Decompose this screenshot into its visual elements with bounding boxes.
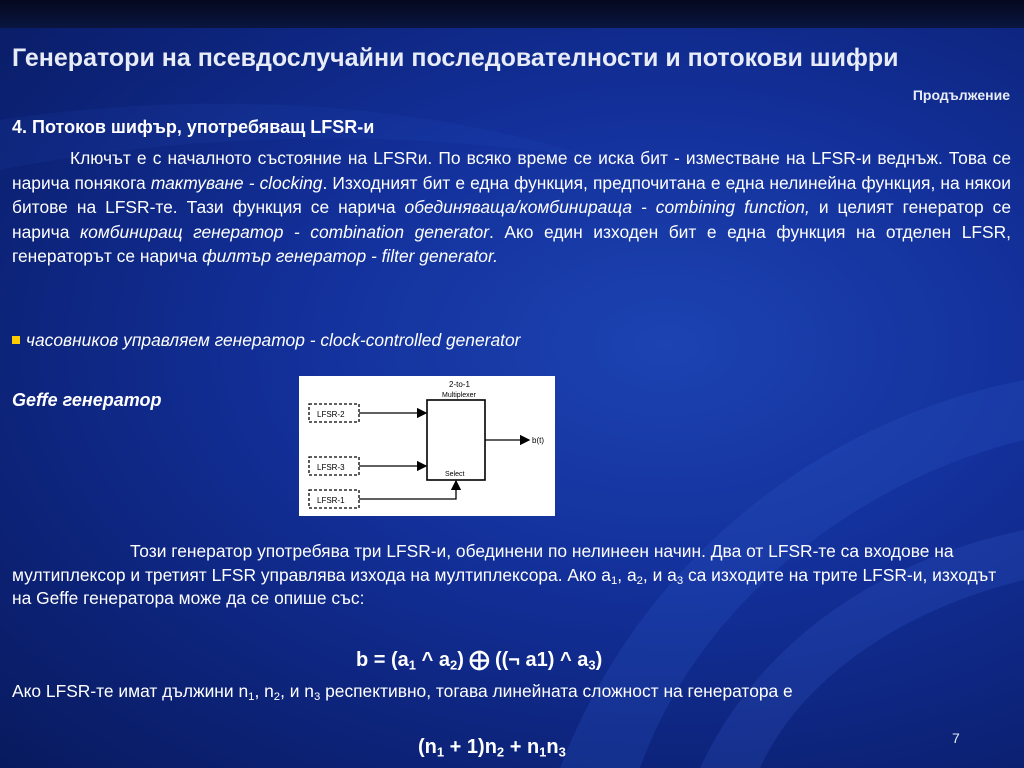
formula1-sub2: 2 [449, 657, 458, 673]
page-number: 7 [952, 730, 960, 746]
bullet-item [12, 330, 520, 351]
select-label: Select [445, 471, 465, 478]
formula1-part2: ^ a [416, 649, 450, 671]
slide-title: Генератори на псевдослучайни последователности и потокови шифри [12, 44, 899, 72]
geffe-diagram-svg [299, 376, 555, 516]
paragraph-linear-complexity [12, 680, 997, 704]
paragraph3-text-1: Ако LFSR-те имат дължини n [12, 681, 249, 701]
paragraph1-text-3: и целият генератор се нарича [12, 197, 1012, 242]
geffe-formula [356, 647, 602, 672]
paragraph3-text-2: , n [254, 681, 274, 701]
formula2-sub4: 3 [558, 744, 566, 760]
mux-label-line1: 2-to-1 [449, 380, 470, 389]
formula1-part3: ) ⨁ ((¬ a1) ^ a [457, 649, 589, 671]
paragraph3-text-3: , и n [280, 681, 314, 701]
paragraph1-text-1: Ключът е с началното състояние на LFSRи. По всяко време се иска бит - изместване на LFSR-и веднъж. Това се нарича понякога [12, 148, 1011, 193]
paragraph2-text-3: , и а [642, 564, 677, 585]
paragraph3-text-4: респективно, тогава линейната сложност на генератора е [320, 681, 793, 701]
subscript-n2: 2 [273, 690, 281, 703]
formula1-part1: b = (a [356, 649, 409, 671]
paragraph-lfsr-description [12, 146, 1011, 269]
term-clocking: тактуване - clocking [150, 172, 323, 193]
mux-label-line2: Multiplexer [442, 392, 476, 399]
lfsr1-label: LFSR-1 [317, 496, 345, 505]
geffe-diagram [299, 376, 555, 516]
paragraph1-text-4: . Ако един изходен бит е една функция на отделен LFSR, генераторът се нарича [12, 221, 1011, 266]
bullet-text: часовников управляем генератор - clock-controlled generator [26, 330, 521, 350]
section-heading: 4. Потоков шифър, употребяващ LFSR-и [12, 117, 375, 137]
lfsr2-label: LFSR-2 [317, 410, 345, 419]
paragraph1-text-2: . Изходният бит е една функция, предпочитана е една нелинейна функция, на някои битове на LFSR-те. Тази функция се нарича [12, 172, 1012, 217]
lfsr3-label: LFSR-3 [317, 463, 345, 472]
formula2-part1: (n [418, 736, 437, 758]
paragraph-geffe-description [12, 540, 997, 611]
formula2-part3: + n [504, 736, 540, 758]
continuation-label: Продължение [912, 87, 1010, 103]
subscript-a1: 1 [610, 574, 618, 587]
subscript-a3: 3 [676, 574, 684, 587]
formula1-sub1: 1 [408, 657, 417, 673]
formula2-sub1: 1 [436, 744, 445, 760]
paragraph2-text-2: , а [617, 564, 637, 585]
complexity-formula [418, 736, 566, 759]
formula1-part4: ) [595, 649, 603, 671]
paragraph2-text-4: са изходите на трите LFSR-и, изходът на Geffe генератора може да се опише със: [12, 564, 997, 608]
formula2-part4: n [546, 736, 559, 758]
subscript-n1: 1 [248, 690, 255, 703]
formula2-part2: + 1)n [444, 736, 497, 758]
term-filter-generator: филтър генератор - filter generator. [202, 246, 498, 266]
output-label: b(t) [532, 436, 544, 445]
bullet-square-icon [12, 336, 20, 344]
formula1-sub3: 3 [588, 657, 596, 673]
term-combining-function: обединяваща/комбинираща - combining function, [404, 197, 810, 217]
term-combination-generator: комбиниращ генератор - combination generator [79, 221, 490, 242]
paragraph2-text-1: Този генератор употребява три LFSR-и, обединени по нелинеен начин. Два от LFSR-те са входове на мултиплексор и третият LFSR управлява изхода на мултиплексора. Ако а [12, 541, 954, 585]
formula2-sub2: 2 [496, 744, 505, 760]
multiplexer-box [427, 400, 485, 480]
select-arrow [359, 481, 456, 499]
subscript-a2: 2 [636, 574, 643, 587]
geffe-heading: Geffe генератор [12, 390, 162, 410]
subscript-n3: 3 [313, 690, 321, 703]
formula2-sub3: 1 [539, 744, 547, 760]
